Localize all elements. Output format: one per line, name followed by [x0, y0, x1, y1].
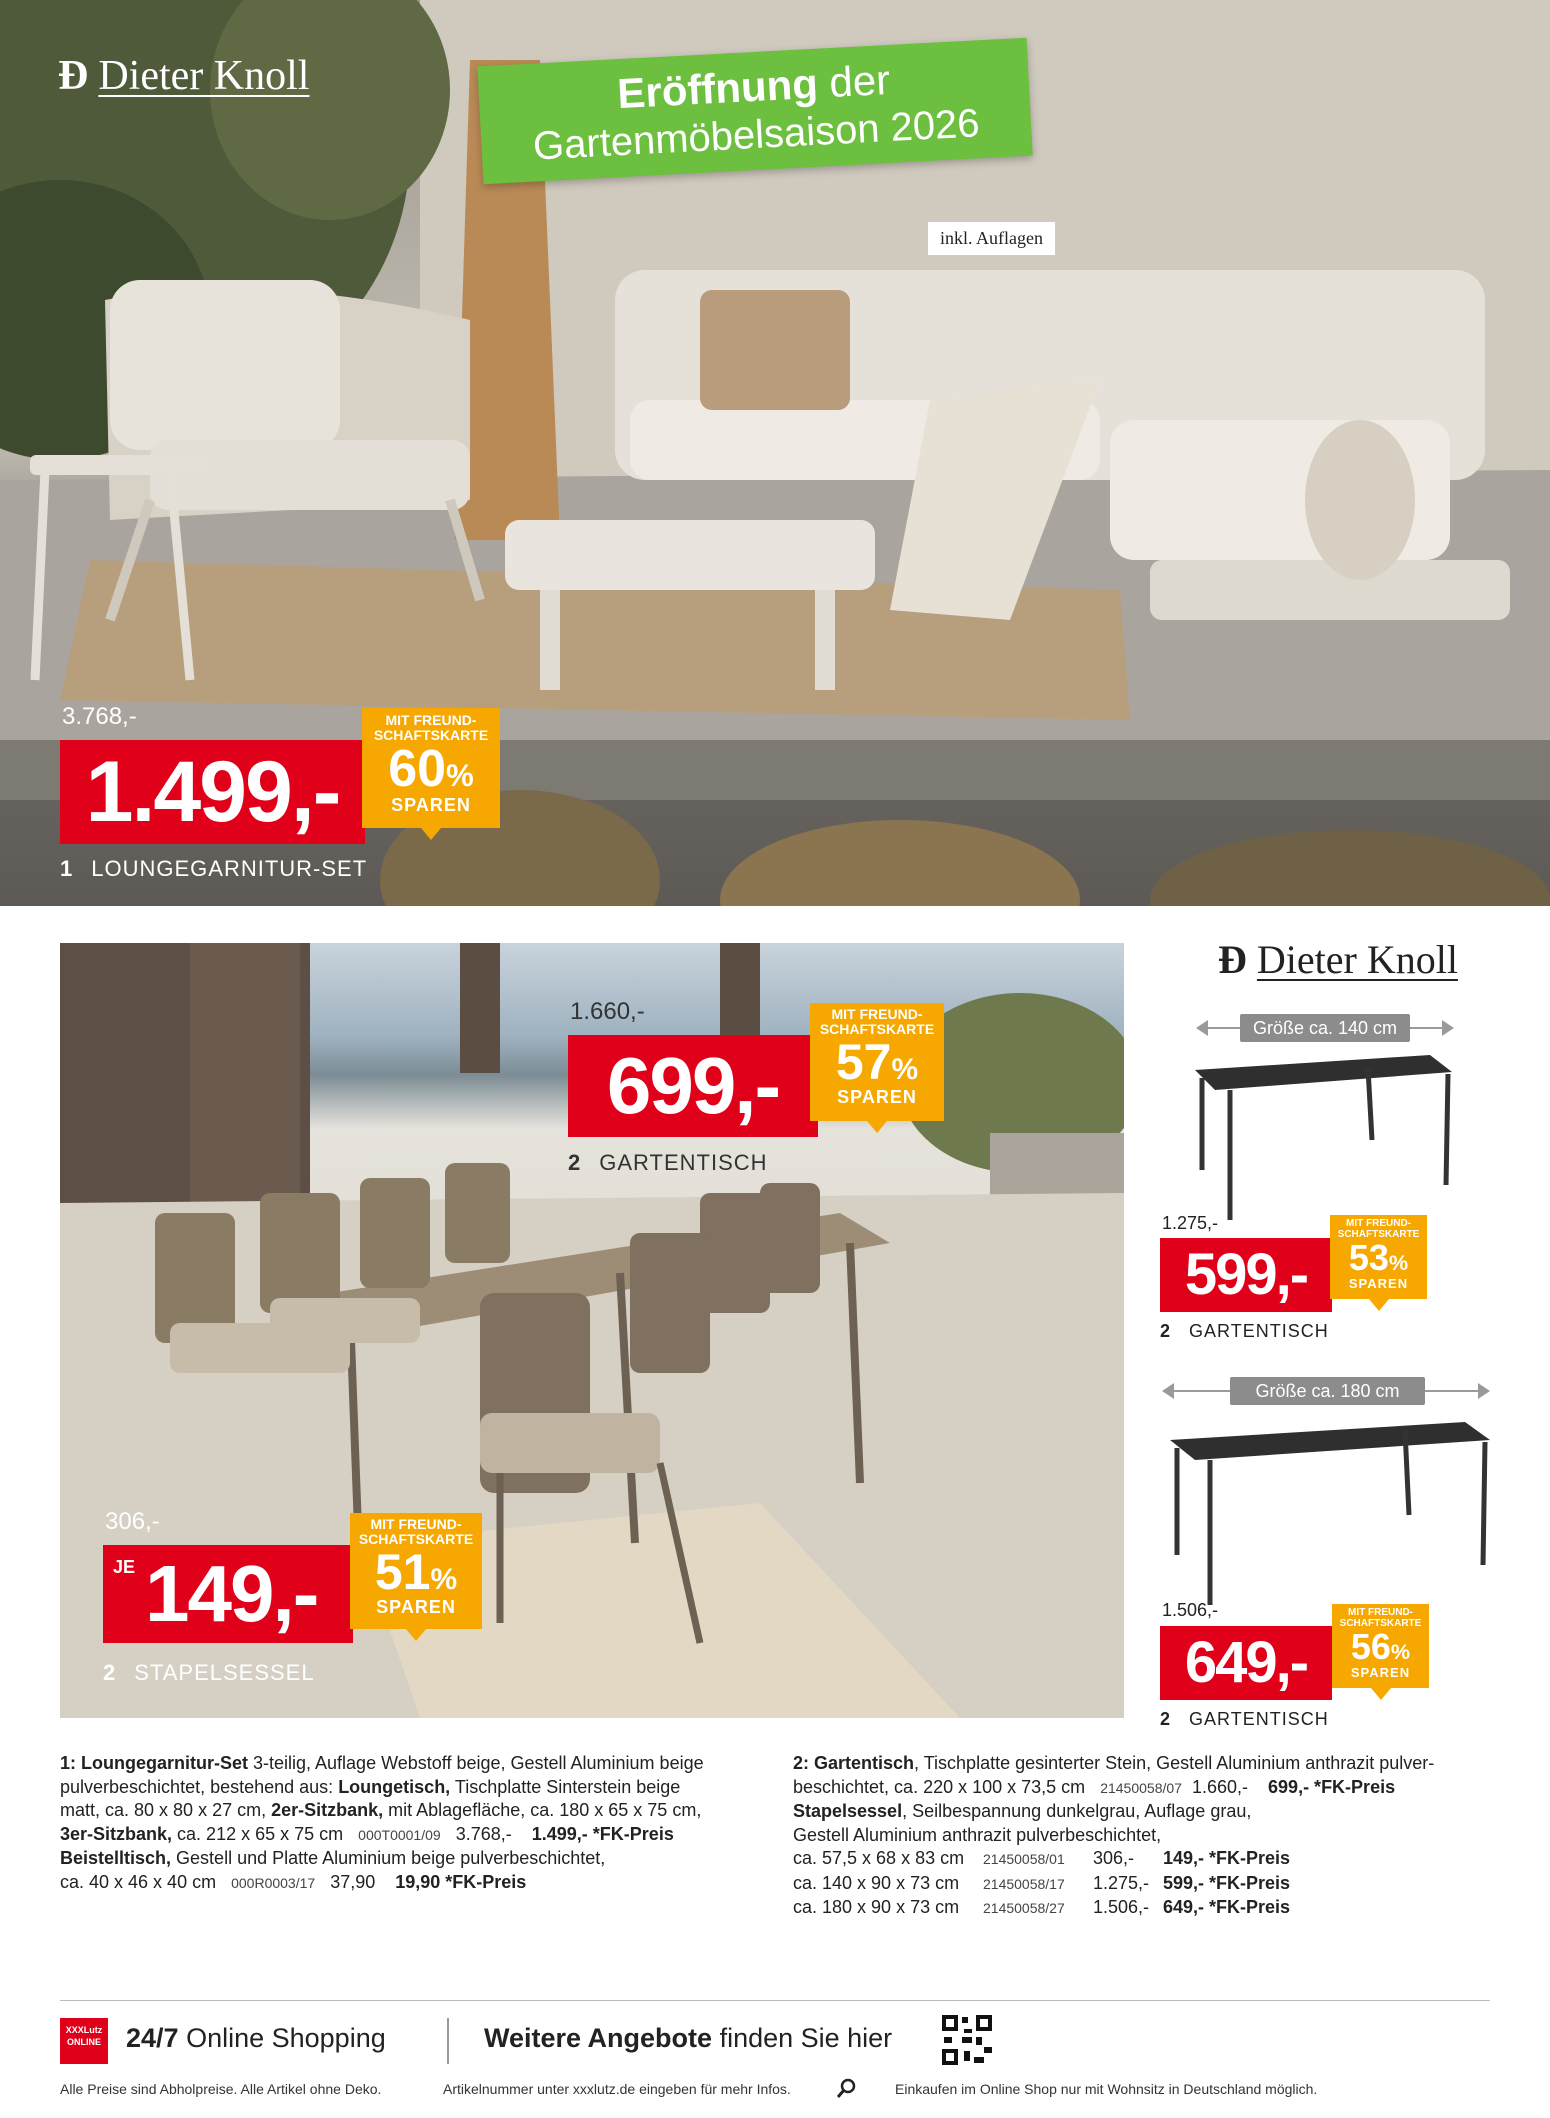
fk-price: 149,- *FK-Preis: [1163, 1848, 1291, 1868]
included-cushions-tooltip: inkl. Auflagen: [927, 221, 1056, 256]
badge-pct-sign: %: [446, 758, 474, 793]
shop-bold: 24/7: [126, 2023, 179, 2053]
price-prefix: JE: [113, 1557, 136, 1577]
old-price: 1.660,-: [570, 998, 645, 1025]
table-140-image: [1190, 1050, 1460, 1220]
discount-badge: [810, 1003, 944, 1121]
brand-logo: [58, 52, 309, 100]
detail-text: , Tischplatte gesinterter Stein, Gestell Aluminium anthrazit pulver-: [914, 1753, 1435, 1773]
old-price: 306,-: [105, 1508, 160, 1535]
detail-line: [793, 1872, 1513, 1897]
product-caption: [1160, 1321, 1329, 1342]
search-icon: [836, 2077, 858, 2099]
detail-line: [60, 1752, 780, 1776]
discount-badge: [362, 708, 500, 828]
detail-line: [793, 1824, 1513, 1848]
fk-price: 599,- *FK-Preis: [1163, 1872, 1291, 1893]
fk-price: 649,- *FK-Preis: [1163, 1897, 1291, 1917]
detail-text: ca. 180 x 90 x 73 cm: [793, 1897, 960, 1917]
fine-print-prices: Alle Preise sind Abholpreise. Alle Artikel ohne Deko.: [60, 2081, 382, 2097]
article-number: 000R0003/17: [231, 1874, 316, 1891]
footer-separator: [447, 2018, 449, 2064]
badge-save: SPAREN: [837, 1087, 917, 1107]
table-180-image: [1165, 1410, 1495, 1610]
details-right: [793, 1752, 1513, 1921]
detail-line: [60, 1799, 780, 1823]
badge-pct-sign: %: [1390, 1639, 1411, 1664]
detail-bold: Beistelltisch,: [60, 1848, 172, 1868]
banner-rest: der: [828, 55, 892, 107]
more-rest: finden Sie hier: [719, 2023, 893, 2053]
caption-num: 1: [60, 856, 74, 881]
caption-num: 2: [1160, 1321, 1172, 1341]
brand-mark: Ð: [1218, 937, 1247, 982]
detail-line: [793, 1752, 1513, 1776]
detail-old-price: 1.506,-: [1093, 1897, 1150, 1917]
badge-save: SPAREN: [1348, 1276, 1409, 1291]
fk-price: 699,- *FK-Preis: [1268, 1776, 1396, 1797]
detail-bold: 2er-Sitzbank,: [271, 1800, 384, 1820]
product-caption: [60, 856, 367, 882]
banner-line2: Gartenmöbelsaison 2026: [531, 101, 981, 169]
sale-price: 699,-: [568, 1035, 818, 1137]
detail-text: ca. 212 x 65 x 75 cm: [172, 1823, 344, 1844]
more-offers-text: [484, 2023, 892, 2054]
detail-text: beschichtet, ca. 220 x 100 x 73,5 cm: [793, 1776, 1086, 1797]
badge-pct-sign: %: [430, 1563, 458, 1596]
detail-old-price: 306,-: [1093, 1848, 1135, 1868]
badge-pct-sign: %: [1388, 1250, 1409, 1275]
old-price: 3.768,-: [62, 703, 137, 730]
arrow-right-icon: [1442, 1020, 1454, 1036]
detail-line: [793, 1896, 1513, 1921]
qr-code-icon[interactable]: [940, 2013, 994, 2067]
badge-percent: 53: [1348, 1237, 1389, 1278]
article-number: 21450058/27: [983, 1900, 1065, 1916]
caption-label: STAPELSESSEL: [134, 1660, 315, 1685]
detail-bold: Loungetisch,: [338, 1776, 451, 1797]
badge-save: SPAREN: [1350, 1665, 1411, 1680]
shop-rest: Online Shopping: [186, 2023, 386, 2053]
detail-text: ca. 57,5 x 68 x 83 cm: [793, 1848, 965, 1868]
detail-text: Gestell Aluminium anthrazit pulverbeschichtet,: [793, 1824, 1162, 1845]
detail-old-price: 37,90: [330, 1871, 376, 1892]
badge-top: MIT FREUND- SCHAFTSKARTE: [1337, 1218, 1420, 1240]
detail-text: Tischplatte Sinterstein beige: [450, 1776, 681, 1797]
detail-bold: 1: Loungegarnitur-Set: [60, 1753, 248, 1773]
detail-line: [60, 1776, 780, 1800]
caption-label: GARTENTISCH: [1189, 1709, 1329, 1729]
online-shopping-text: [126, 2023, 386, 2054]
detail-text: pulverbeschichtet, bestehend aus:: [60, 1776, 339, 1797]
discount-badge: [1332, 1604, 1429, 1688]
old-price: 1.506,-: [1162, 1600, 1219, 1620]
article-number: 000T0001/09: [358, 1826, 441, 1843]
detail-bold: Stapelsessel: [793, 1801, 903, 1821]
detail-text: ca. 40 x 46 x 40 cm: [60, 1871, 217, 1892]
product-caption: [568, 1150, 768, 1176]
fine-print-article: Artikelnummer unter xxxlutz.de eingeben für mehr Infos.: [443, 2081, 791, 2097]
fine-print-shop: Einkaufen im Online Shop nur mit Wohnsitz in Deutschland möglich.: [895, 2081, 1318, 2097]
sale-price: 599,-: [1160, 1238, 1332, 1312]
brand-mark: Ð: [58, 53, 89, 99]
arrow-right-icon: [1478, 1383, 1490, 1399]
dining-set-image: [60, 943, 1124, 1718]
product-caption: [103, 1660, 315, 1686]
badge-percent: 51: [374, 1544, 431, 1600]
detail-text: ca. 140 x 90 x 73 cm: [793, 1872, 960, 1893]
caption-label: LOUNGEGARNITUR-SET: [91, 856, 368, 881]
sale-price: 1.499,-: [60, 740, 365, 844]
detail-line: [60, 1847, 780, 1871]
caption-label: GARTENTISCH: [1189, 1321, 1329, 1341]
discount-badge: [1330, 1215, 1427, 1299]
brand-name: Dieter Knoll: [98, 53, 310, 99]
footer-divider: [60, 2000, 1490, 2001]
detail-old-price: 1.660,-: [1191, 1776, 1249, 1797]
badge-top: MIT FREUND- SCHAFTSKARTE: [819, 1006, 935, 1037]
discount-badge: [350, 1513, 482, 1629]
detail-line: [793, 1776, 1513, 1801]
detail-text: , Seilbespannung dunkelgrau, Auflage grau,: [902, 1801, 1252, 1821]
sale-price: 149,-: [145, 1549, 318, 1638]
more-bold: Weitere Angebote: [484, 2023, 713, 2053]
badge-top: MIT FREUND- SCHAFTSKARTE: [358, 1516, 474, 1547]
caption-num: 2: [568, 1150, 582, 1175]
size-label: Größe ca. 180 cm: [1230, 1377, 1425, 1405]
badge-top: MIT FREUND- SCHAFTSKARTE: [373, 712, 489, 743]
detail-line: [793, 1847, 1513, 1872]
badge-save: SPAREN: [391, 795, 471, 815]
detail-bold: 2: Gartentisch: [793, 1753, 915, 1773]
detail-line: [793, 1800, 1513, 1824]
detail-text: mit Ablagefläche, ca. 180 x 65 x 75 cm,: [383, 1800, 702, 1820]
article-number: 21450058/17: [983, 1875, 1065, 1892]
detail-old-price: 1.275,-: [1093, 1872, 1150, 1893]
caption-num: 2: [1160, 1709, 1172, 1729]
detail-line: [60, 1871, 780, 1896]
detail-text: 3-teilig, Auflage Webstoff beige, Gestell Aluminium beige: [248, 1753, 704, 1773]
old-price: 1.275,-: [1162, 1213, 1219, 1233]
details-left: [60, 1752, 780, 1895]
sale-price: 649,-: [1160, 1626, 1332, 1700]
size-label: Größe ca. 140 cm: [1240, 1014, 1410, 1042]
badge-percent: 57: [835, 1034, 892, 1090]
badge-save: SPAREN: [376, 1597, 456, 1617]
badge-pct-sign: %: [891, 1053, 919, 1086]
fk-price: 19,90 *FK-Preis: [395, 1871, 527, 1892]
hero-image: [0, 0, 1550, 906]
badge-percent: 56: [1350, 1626, 1391, 1667]
detail-text: matt, ca. 80 x 80 x 27 cm,: [60, 1800, 272, 1820]
brand-logo-right: [1218, 936, 1458, 983]
badge-top: MIT FREUND- SCHAFTSKARTE: [1339, 1607, 1422, 1629]
detail-bold: 3er-Sitzbank,: [60, 1823, 173, 1844]
detail-line: [60, 1823, 780, 1848]
banner-bold: Eröffnung: [616, 59, 819, 118]
caption-label: GARTENTISCH: [599, 1150, 768, 1175]
sale-price-box: [103, 1545, 353, 1643]
arrow-left-icon: [1196, 1020, 1208, 1036]
article-number: 21450058/07: [1100, 1779, 1182, 1796]
detail-text: Gestell und Platte Aluminium beige pulverbeschichtet,: [171, 1848, 606, 1868]
badge-percent: 60: [388, 740, 447, 798]
caption-num: 2: [103, 1660, 117, 1685]
brand-name: Dieter Knoll: [1256, 937, 1458, 982]
detail-old-price: 3.768,-: [455, 1823, 512, 1844]
article-number: 21450058/01: [983, 1851, 1065, 1867]
arrow-left-icon: [1162, 1383, 1174, 1399]
product-caption: [1160, 1709, 1329, 1730]
fk-price: 1.499,- *FK-Preis: [531, 1823, 674, 1844]
xxxlutz-logo[interactable]: XXXLutz ONLINE: [60, 2018, 108, 2064]
